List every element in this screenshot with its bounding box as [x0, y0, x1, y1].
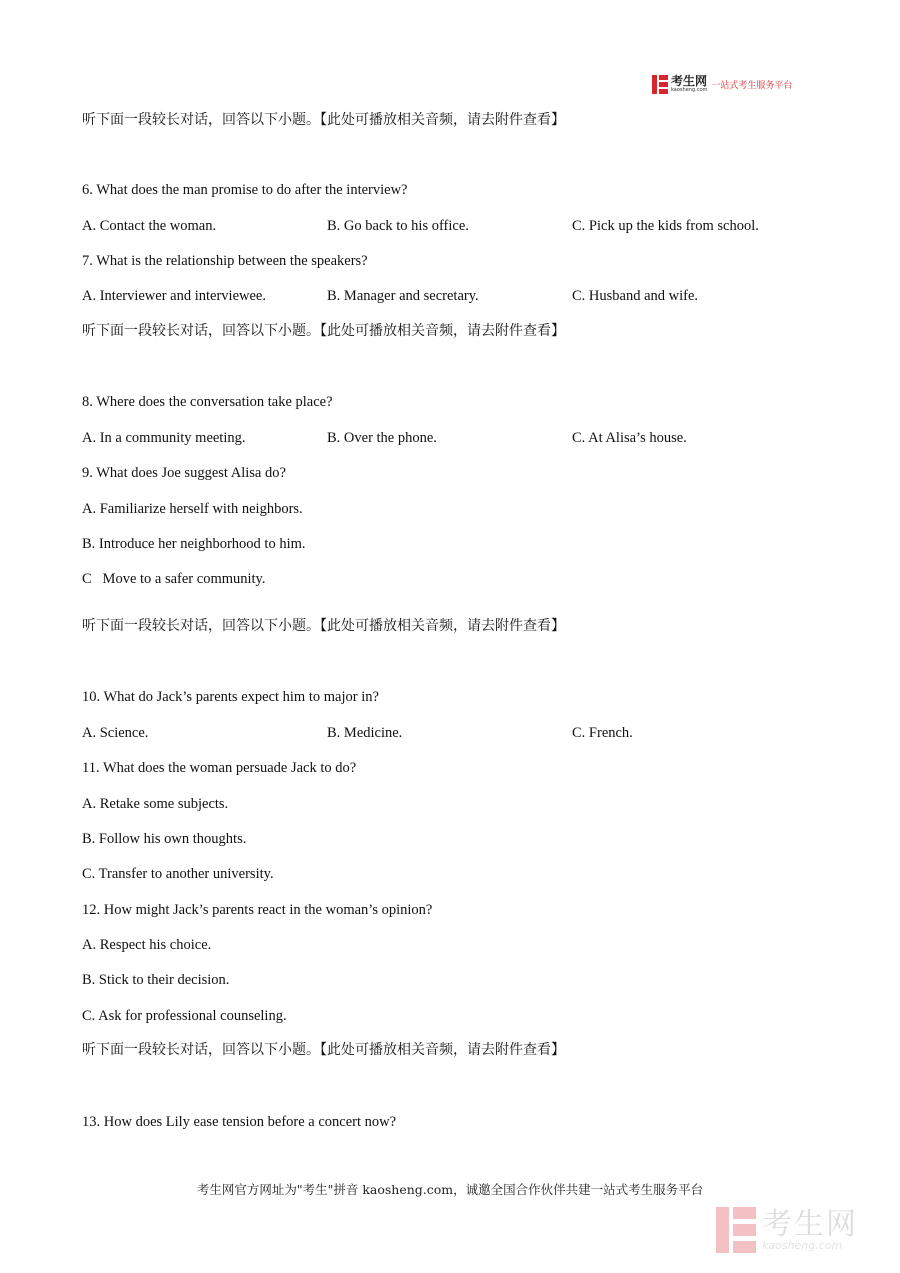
question-7: 7. What is the relationship between the speakers?	[82, 253, 368, 269]
option-c: C. Transfer to another university.	[82, 866, 274, 882]
header-logo	[652, 72, 792, 96]
logo-domain: kaosheng.com	[671, 87, 708, 93]
option-a: A. Science.	[82, 725, 149, 741]
kaosheng-watermark-icon	[716, 1207, 756, 1253]
option-b: B. Manager and secretary.	[327, 288, 479, 304]
watermark-logo	[716, 1205, 858, 1255]
option-a: A. Interviewer and interviewee.	[82, 288, 266, 304]
option-c: C. French.	[572, 725, 633, 741]
option-c: C Move to a safer community.	[82, 571, 266, 587]
option-c: C. Ask for professional counseling.	[82, 1008, 287, 1024]
option-b: B. Stick to their decision.	[82, 972, 230, 988]
question-12: 12. How might Jack’s parents react in the woman’s opinion?	[82, 902, 433, 918]
option-b: B. Over the phone.	[327, 430, 437, 446]
watermark-domain: kaosheng.com	[762, 1238, 843, 1252]
question-11: 11. What does the woman persuade Jack to do?	[82, 760, 357, 776]
option-a: A. In a community meeting.	[82, 430, 246, 446]
option-b: B. Introduce her neighborhood to him.	[82, 536, 306, 552]
question-13: 13. How does Lily ease tension before a concert now?	[82, 1114, 397, 1130]
option-b: B. Go back to his office.	[327, 218, 469, 234]
instruction-text: 听下面一段较长对话，回答以下小题。【此处可播放相关音频，请去附件查看】	[82, 112, 565, 128]
option-a: A. Familiarize herself with neighbors.	[82, 501, 303, 517]
option-a: A. Contact the woman.	[82, 218, 217, 234]
instruction-text: 听下面一段较长对话，回答以下小题。【此处可播放相关音频，请去附件查看】	[82, 618, 565, 634]
option-c: C. At Alisa’s house.	[572, 430, 687, 446]
logo-title: 考生网	[671, 74, 708, 88]
option-b: B. Medicine.	[327, 725, 403, 741]
watermark-title: 考生网	[762, 1206, 858, 1242]
question-10: 10. What do Jack’s parents expect him to major in?	[82, 689, 379, 705]
question-8: 8. Where does the conversation take place?	[82, 394, 333, 410]
logo-slogan: 一站式考生服务平台	[711, 80, 793, 91]
option-a: A. Retake some subjects.	[82, 796, 229, 812]
question-9: 9. What does Joe suggest Alisa do?	[82, 465, 286, 481]
option-a: A. Respect his choice.	[82, 937, 212, 953]
instruction-text: 听下面一段较长对话，回答以下小题。【此处可播放相关音频，请去附件查看】	[82, 323, 565, 339]
instruction-text: 听下面一段较长对话，回答以下小题。【此处可播放相关音频，请去附件查看】	[82, 1042, 565, 1058]
option-c: C. Husband and wife.	[572, 288, 699, 304]
option-b: B. Follow his own thoughts.	[82, 831, 247, 847]
question-6: 6. What does the man promise to do after the interview?	[82, 182, 408, 198]
kaosheng-logo-icon	[652, 75, 668, 94]
option-c: C. Pick up the kids from school.	[572, 218, 759, 234]
footer-text: 考生网官方网址为"考生"拼音 kaosheng.com，诚邀全国合作伙伴共建一站式考生服务平台	[196, 1182, 704, 1197]
